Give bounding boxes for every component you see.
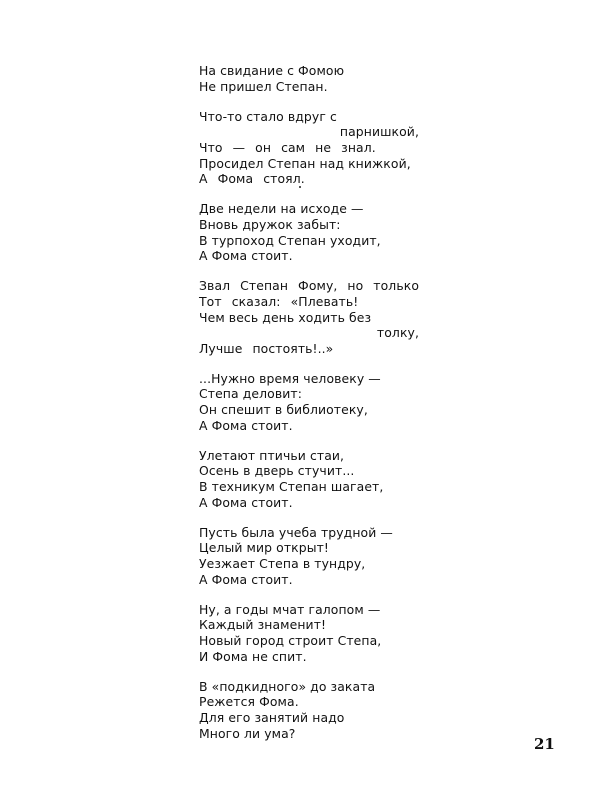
poem-line: Осень в дверь стучит... [199, 463, 355, 479]
print-speck [299, 186, 301, 188]
stanza-4 [199, 278, 419, 356]
poem-line: В техникум Степан шагает, [199, 479, 384, 495]
poem-line: Режется Фома. [199, 694, 299, 710]
stanza-7 [199, 525, 419, 587]
poem-line: А Фома стоит. [199, 494, 293, 510]
poem-line: Лучше постоять!..» [199, 340, 334, 356]
poem-line: Много ли ума? [199, 725, 296, 741]
poem-line: В турпоход Степан уходит, [199, 232, 381, 248]
poem-line: Улетают птичьи стаи, [199, 447, 345, 463]
poem-line: Пусть была учеба трудной — [199, 524, 393, 540]
poem-line: Каждый знаменит! [199, 617, 327, 633]
stanza-6 [199, 448, 419, 510]
stanza-1 [199, 63, 419, 94]
poem-line: На свидание с Фомою [199, 63, 345, 78]
poem-line: Чем весь день ходить без [199, 309, 372, 325]
poem-line: Новый город строит Степа, [199, 632, 382, 648]
poem-line: А Фома стоит. [199, 248, 293, 264]
poem [199, 63, 419, 756]
poem-line-continuation: парнишкой, [339, 124, 419, 140]
poem-line: ...Нужно время человеку — [199, 370, 381, 386]
poem-line: Степа деловит: [199, 386, 302, 402]
stanza-9 [199, 679, 419, 741]
poem-line: Тот сказал: «Плевать! [199, 293, 359, 309]
poem-line: Вновь дружок забыт: [199, 216, 341, 232]
poem-line: Он спешит в библиотеку, [199, 402, 368, 418]
stanza-2 [199, 109, 419, 187]
poem-line: А Фома стоит. [199, 417, 293, 433]
poem-line-continuation: толку, [376, 325, 419, 341]
poem-line: Не пришел Степан. [199, 78, 328, 94]
poem-line: Просидел Степан над книжкой, [199, 155, 411, 171]
poem-line: Ну, а годы мчат галопом — [199, 601, 381, 617]
poem-line: Что-то стало вдруг с [199, 108, 337, 124]
poem-line: Две недели на исходе — [199, 201, 364, 217]
poem-line: Звал Степан Фому, но только [199, 278, 419, 294]
poem-line: Уезжает Степа в тундру, [199, 556, 366, 571]
stanza-8 [199, 602, 419, 664]
page-number: 21 [534, 735, 555, 753]
poem-line: Что — он сам не знал. [199, 139, 376, 155]
poem-line: Целый мир открыт! [199, 540, 329, 556]
poem-line: Для его занятий надо [199, 709, 345, 725]
stanza-5 [199, 371, 419, 433]
poem-line: В «подкидного» до заката [199, 678, 376, 694]
poem-line: А Фома стоит. [199, 571, 293, 587]
poem-line: А Фома стоял. [199, 171, 305, 187]
poem-line: И Фома не спит. [199, 648, 307, 664]
stanza-3 [199, 201, 419, 263]
